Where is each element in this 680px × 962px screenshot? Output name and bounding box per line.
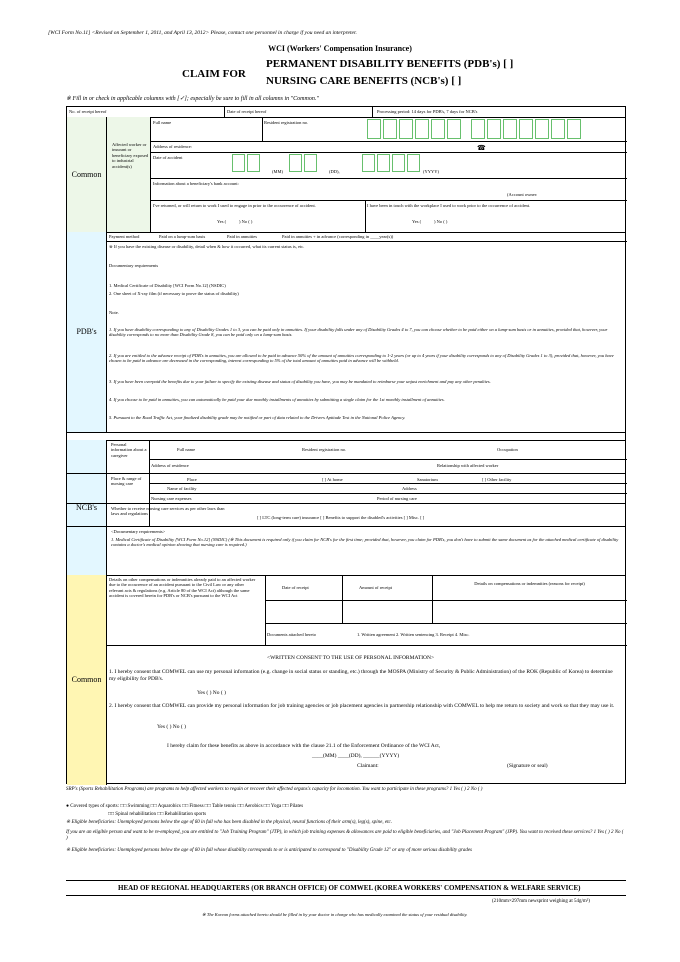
title-pdb: PERMANENT DISABILITY BENEFITS (PDB's) [ ] [266,58,514,70]
rrn-box[interactable] [383,119,397,139]
signature-label: (Signature or seal) [507,763,548,769]
rrn-box[interactable] [567,119,581,139]
relationship-label: Relationship with affected worker [437,463,499,468]
claim-form [66,106,626,784]
ltc-options[interactable]: [ ] LTC (long-term care) insurance [ ] Benefits to support the disabled's activities [ ] Misc. [ ] [257,515,425,520]
consent-2-yes-no[interactable]: Yes ( ) No ( ) [157,724,186,730]
lump-sum-option[interactable]: Paid on a lump-sum basis [159,234,206,239]
details-column-label: Details on compensations or indemnities (reasons for receipt) [474,581,585,586]
consent-title: <WRITTEN CONSENT TO THE USE OF PERSONAL INFORMATION> [267,655,435,661]
rrn-box[interactable] [551,119,565,139]
ncb-full-name-label: Full name [177,447,196,452]
date-box[interactable] [407,154,420,172]
common-section-label-2: Common [67,575,107,785]
address-label: Address of residence: [153,144,192,149]
document-options[interactable]: 1. Written agreement 2. Written sentencing 3. Receipt 4. Misc. [357,632,470,637]
claim-statement: I hereby claim for these benefits as above in accordance with the clause 21.1 of the Enforcement Ordinance of the WCI Act, [167,743,441,749]
pdb-section-label: PDB's [67,232,107,432]
claim-for-label: CLAIM FOR [182,68,246,80]
other-facility-option[interactable]: [ ] Other facility [482,477,512,482]
yes-label: Yes ( [412,219,422,224]
rrn-box[interactable] [431,119,445,139]
receipt-date: Date of receipt hereof [227,109,267,114]
paper-spec: (210mm×297mm newsprint weighing at 54g/m²) [492,899,590,904]
title-ncb: NURSING CARE BENEFITS (NCB's) [ ] [266,75,462,87]
covered-sports[interactable]: ● Covered types of sports: □□ Swimming □□ Aquarobics □□ Fitness □□ Table tennis □□ Aerobics □□ Yoga □□ Pilates [66,804,304,809]
no-label: ) No ( ) [434,219,448,224]
date-of-accident-label: Date of accident [153,155,183,160]
rrn-box[interactable] [535,119,549,139]
account-owner-label: (Account owner: [507,192,538,197]
ncb-doc-req: <Documentary requirements> [111,529,166,534]
claimant-label: Claimant: [357,763,379,769]
form-header-line: [WCI Form No.11] <Revised on September 1, 2011, and April 13, 2012> Please, contact one personnel in charge if you need an interpreter. [48,30,357,36]
rrn-box[interactable] [399,119,413,139]
pdb-note-4: 4. If you choose to be paid in annuities, you can automatically be paid your due monthly installments of annuities by submitting a single claim for the 1st monthly installment of annuities. [109,397,445,402]
date-box[interactable] [362,154,375,172]
date-box[interactable] [392,154,405,172]
pdb-note-1: 1. If you have disability corresponding to any of Disability Grades 1 to 3, you can be paid only in annuities. If your disability falls under any of Disability Grades 4 to 7, you can choose whether to be paid either on a lump-sum basis or in annuities, provided that, however, your disability corresponds to no more than Disability Grade 8, you can be paid only on a lump-sum basis. [109,327,608,338]
pdb-note-2: 2. If you are entitled to the advance receipt of PDB's in annuities, you are allowed to be paid in advance 50% of the amount of annuities corresponding to 1-2 years (or up to 4 years if your disability corresponds to any of Disability Grades 1 to 3), provided that, however, you have chosen to be paid in advance are decreased in the corresponding, interest corresponding to 5% of the total amount of annuities paid in advance will be withheld. [109,353,614,364]
caregiver-info-label: Personal information about a caregiver [111,442,147,458]
date-box[interactable] [377,154,390,172]
processing-period: Processing period: 14 days for PDB's, 7 days for NCB's [377,109,478,114]
consent-2: 2. I hereby consent that COMWEL can provide my personal information for job training agencies or job placement agencies in partnership relationship with COMWEL to help me return to society and work so that they may use it. [109,703,615,709]
in-touch-question: I have been in touch with the workplace I used to work prior to the occurrence of accident. [367,203,531,208]
dd-label: (DD), [329,169,340,174]
no-label: ) No ( ) [239,219,253,224]
pdb-note-5: 5. Pursuant to the Road Traffic Act, your finalized disability grade may be notified or part of data related to the Drivers Aptitude Test in the National Police Agency. [109,415,406,420]
ncb-section-label: NCB's [67,440,107,575]
facility-name-label: Name of facility [167,486,197,491]
bank-account-label: Information about a beneficiary's bank account: [153,181,239,186]
ncb-rrn-label: Resident registration no. [302,447,347,452]
organization-title: WCI (Workers' Compensation Insurance) [268,44,412,53]
at-home-option[interactable]: [ ] At home [322,477,343,482]
pdb-doc1: 1. Medical Certificate of Disability [WCI Form No.12] (NSDIC) [109,283,226,288]
yes-label: Yes ( [217,219,227,224]
date-box[interactable] [304,154,317,172]
date-box[interactable] [247,154,260,172]
addressee-footer: HEAD OF REGIONAL HEADQUARTERS (OR BRANCH OFFICE) OF COMWEL (KOREA WORKERS' COMPENSATION & WELFARE SERVICE) [118,884,581,892]
pdb-note-3: 3. If you have been overpaid the benefits due to your failure to specify the existing disease and status of disability you have, you may be mandated to reimburse your unjust enrichment and pay any other penalties. [109,379,491,384]
covered-sports-2[interactable]: □□ Spinal rehabilitation □□ Rehabilitation sports [108,812,207,817]
date-box[interactable] [232,154,245,172]
receipt-no: No. of receipt hereof [69,109,107,114]
common-section-label: Common [67,117,107,232]
rrn-box[interactable] [447,119,461,139]
fill-note: ※ Fill in or check in applicable columns with [✓]; especially be sure to fill in all columns in "Common." [66,96,319,102]
claim-date-line: ____(MM) ____(DD), ______(YYYY) [312,753,400,759]
rrn-box[interactable] [415,119,429,139]
eligibility-1: ※ Eligible beneficiaries: Unemployed persons below the age of 60 in full who has been disabled in the physical, neural functions of their arm(s), leg(s), spine, etc. [66,820,392,825]
nursing-period-label: Period of nursing care [377,496,417,501]
full-name-label: Full name [153,120,172,125]
consent-1-yes-no[interactable]: Yes ( ) No ( ) [197,690,226,696]
nursing-expenses-label: Nursing care expenses [151,496,192,501]
amount-label: Amount of receipt [359,585,392,590]
rrn-box[interactable] [503,119,517,139]
note-label: Note. [109,310,119,315]
rrn-box[interactable] [367,119,381,139]
advance-option[interactable]: Paid in annuities + in advance (corresponding in ____year(s)) [282,234,394,239]
place-range-label: Place & range of nursing care [111,476,142,487]
documents-attached-label: Documents attached hereto [267,632,316,637]
footnote: ※ The Korean forms attached hereto should be filled in by your doctor in charge who has medically examined the status of your residual disability. [202,912,468,917]
other-laws-label: Whether to receive nursing care services as per other laws than laws and regulations [111,506,225,517]
returned-question: I've returned, or will return to work I used to engage in prior to the occurrence of accident. [153,203,316,208]
place-label: Place [187,477,197,482]
consent-1: 1. I hereby consent that COMWEL can use my personal information (e.g. change in social status or standing, etc.) through the MOSPA (Ministry of Security & Public Administration) of the ROK (Republic of Korea) to determine my eligibility for PDB's. [109,669,613,682]
eligibility-2: ※ Eligible beneficiaries: Unemployed persons below the age of 60 in full whose disability corresponds to or is anticipated to correspond to "Disability Grade 12" or any of more serious disability grades [66,848,472,853]
sanatorium-option[interactable]: Sanatorium [417,477,438,482]
date-box[interactable] [289,154,302,172]
rrn-box[interactable] [487,119,501,139]
job-program-question: If you are an eligible person and want to be re-employed, you are entitled to "Job Training Program" (JTP), in which job training expenses & allowances are paid to eligible beneficiaries, and "Job Placement Program" (JPP). You want to received these services? 1 Yes ( ) 2 No ( ) [66,830,624,841]
yyyy-label: (YYYY) [423,169,439,174]
payment-method-label: Payment method [109,234,140,239]
date-of-receipt-label: Date of receipt [282,585,309,590]
ncb-doc1: 1. Medical Certificate of Disability [WCI Form No.12] (NSDIC) (※ This document is required only if you claim for NCB's for the first time; provided that, however, you claim for PDB's, you don't have to submit the same document as for the attached medical certificate of disability contains a doctor's medical opinion showing that nursing care is required.) [111,537,619,548]
rrn-label: Resident registration no. [264,120,309,125]
affected-worker-label: Affected worker or insurant or beneficiary exposed to industrial accident(s) [112,142,149,169]
documentary-label: Documentary requirements [109,263,159,268]
ncb-address-label: Address of residence [151,463,189,468]
rrn-box[interactable] [471,119,485,139]
srp-question: SRP's (Sports Rehabilitation Programs) are programs to help affected workers to regain or recover their affected organs's capacity for locomotion. You want to participate in these programs? 1 Yes ( ) 2 No ( ) [66,787,483,792]
phone-icon: ☎ [477,144,486,152]
facility-address-label: Address [402,486,417,491]
rrn-box[interactable] [519,119,533,139]
annuities-option[interactable]: Paid in annuities [227,234,257,239]
other-comp-details: Details on other compensations or indemnities already paid to an affected worker due to the occurrence of an accident pursuant to the Civil Law or any other relevant acts & regulations (e.g. Article 80 of the WCI Act) although the same accident is covered herein for PDB's or NCB's pursuant to the WCI Act [109,577,256,599]
disease-note: ※ If you have the existing disease or disability, detail when & how it occurred, what its current status is, etc. [109,244,305,249]
pdb-doc2: 2. One sheet of X-ray film (if necessary to prove the status of disability) [109,291,239,296]
mm-label: (MM) [272,169,283,174]
occupation-label: Occupation [497,447,518,452]
